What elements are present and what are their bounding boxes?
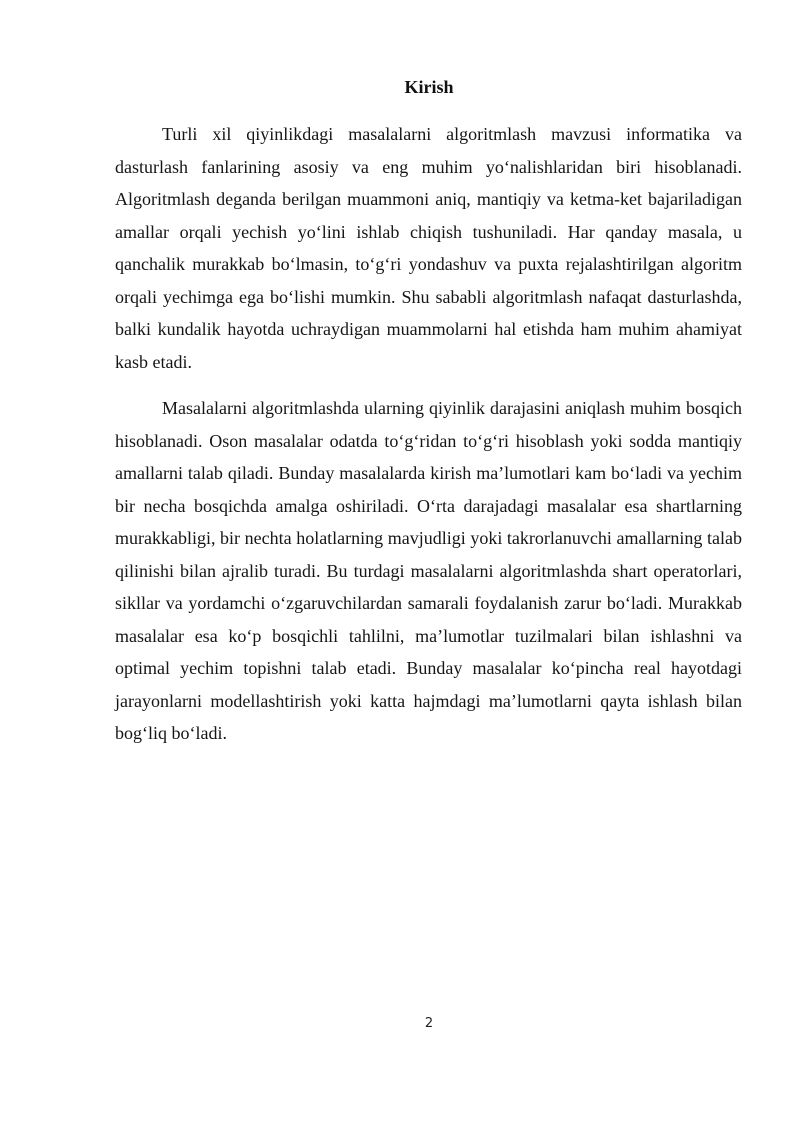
body-text	[115, 118, 742, 750]
page-number: 2	[424, 1016, 434, 1031]
paragraph-intro: Turli xil qiyinlikdagi masalalarni algoritmlash mavzusi informatika va dasturlash fanlarining asosiy va eng muhim yo‘nalishlaridan biri hisoblanadi. Algoritmlash deganda berilgan muammoni aniq, mantiqiy va ketma-ket bajariladigan amallar orqali yechish yo‘lini ishlab chiqish tushuniladi. Har qanday masala, u qanchalik murakkab bo‘lmasin, to‘g‘ri yondashuv va puxta rejalashtirilgan algoritm orqali yechimga ega bo‘lishi mumkin. Shu sababli algoritmlash nafaqat dasturlashda, balki kundalik hayotda uchraydigan muammolarni hal etishda ham muhim ahamiyat kasb etadi.	[115, 124, 742, 372]
section-heading: Kirish	[404, 77, 454, 97]
paragraph-difficulty: Masalalarni algoritmlashda ularning qiyinlik darajasini aniqlash muhim bosqich hisoblanadi. Oson masalalar odatda to‘g‘ridan to‘g‘ri hisoblash yoki sodda mantiqiy amallarni talab qiladi. Bunday masalalarda kirish ma’lumotlari kam bo‘ladi va yechim bir necha bosqichda amalga oshiriladi. O‘rta darajadagi masalalar esa shartlarning murakkabligi, bir nechta holatlarning mavjudligi yoki takrorlanuvchi amallarning talab qilinishi bilan ajralib turadi. Bu turdagi masalalarni algoritmlashda shart operatorlari, sikllar va yordamchi o‘zgaruvchilardan samarali foydalanish zarur bo‘ladi. Murakkab masalalar esa ko‘p bosqichli tahlilni, ma’lumotlar tuzilmalari bilan ishlashni va optimal yechim topishni talab etadi. Bunday masalalar ko‘pincha real hayotdagi jarayonlarni modellashtirish yoki katta hajmdagi ma’lumotlarni qayta ishlash bilan bog‘liq bo‘ladi.	[115, 398, 742, 743]
